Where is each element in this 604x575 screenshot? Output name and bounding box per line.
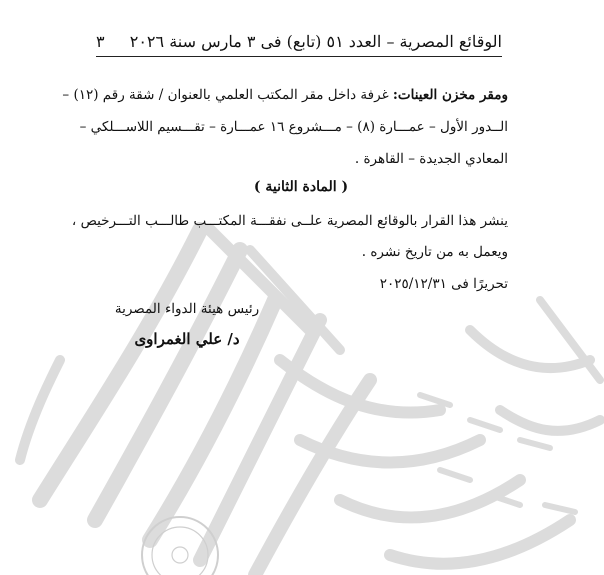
article-heading: ( المادة الثانية ) [253,179,349,195]
watermark-dash [490,495,520,505]
watermark-stroke [255,380,370,575]
signature-name: د/ علي الغمراوى [134,330,240,348]
page-number: ٣ [96,32,105,51]
date-line: تحريرًا فى ٢٠٢٥/١٢/٣١ [379,276,508,292]
watermark-stroke [300,440,480,463]
watermark-dash [440,470,470,480]
watermark-dash [420,395,450,405]
gazette-header-title: الوقائع المصرية – العدد ٥١ (تابع) فى ٣ مارس سنة ٢٠٢٦ [129,32,502,51]
watermark-stroke [500,410,600,431]
watermark-stroke [280,360,440,413]
page-header [96,30,502,57]
watermark-stroke [470,330,590,368]
body-line-1 [62,86,508,104]
watermark-stroke [340,480,520,517]
watermark-seal [142,517,218,575]
store-address-part1: غرفة داخل مقر المكتب العلمي بالعنوان / شقة رقم (١٢) – [62,87,393,103]
watermark-dash [470,420,500,430]
watermark-stroke [250,250,340,350]
body-line-5: ويعمل به من تاريخ نشره . [361,244,508,260]
body-line-2: الــدور الأول – عمـــارة (٨) – مـــشروع ١٦ عمـــارة – تقـــسيم اللاســـلكي – [79,119,508,135]
watermark-stroke [20,360,60,460]
watermark-dash [545,505,575,512]
watermark-stroke [390,520,570,564]
signature-title: رئيس هيئة الدواء المصرية [114,301,260,317]
store-label: ومقر مخزن العينات: [392,87,508,103]
body-line-4: ينشر هذا القرار بالوقائع المصرية علــى نفقـــة المكتـــب طالـــب التـــرخيص ، [71,213,508,229]
watermark-stroke [200,320,320,560]
body-line-3: المعادي الجديدة – القاهرة . [354,151,508,167]
watermark-stroke [40,230,200,500]
watermark-dash [520,440,550,448]
watermark-stroke [540,300,600,380]
